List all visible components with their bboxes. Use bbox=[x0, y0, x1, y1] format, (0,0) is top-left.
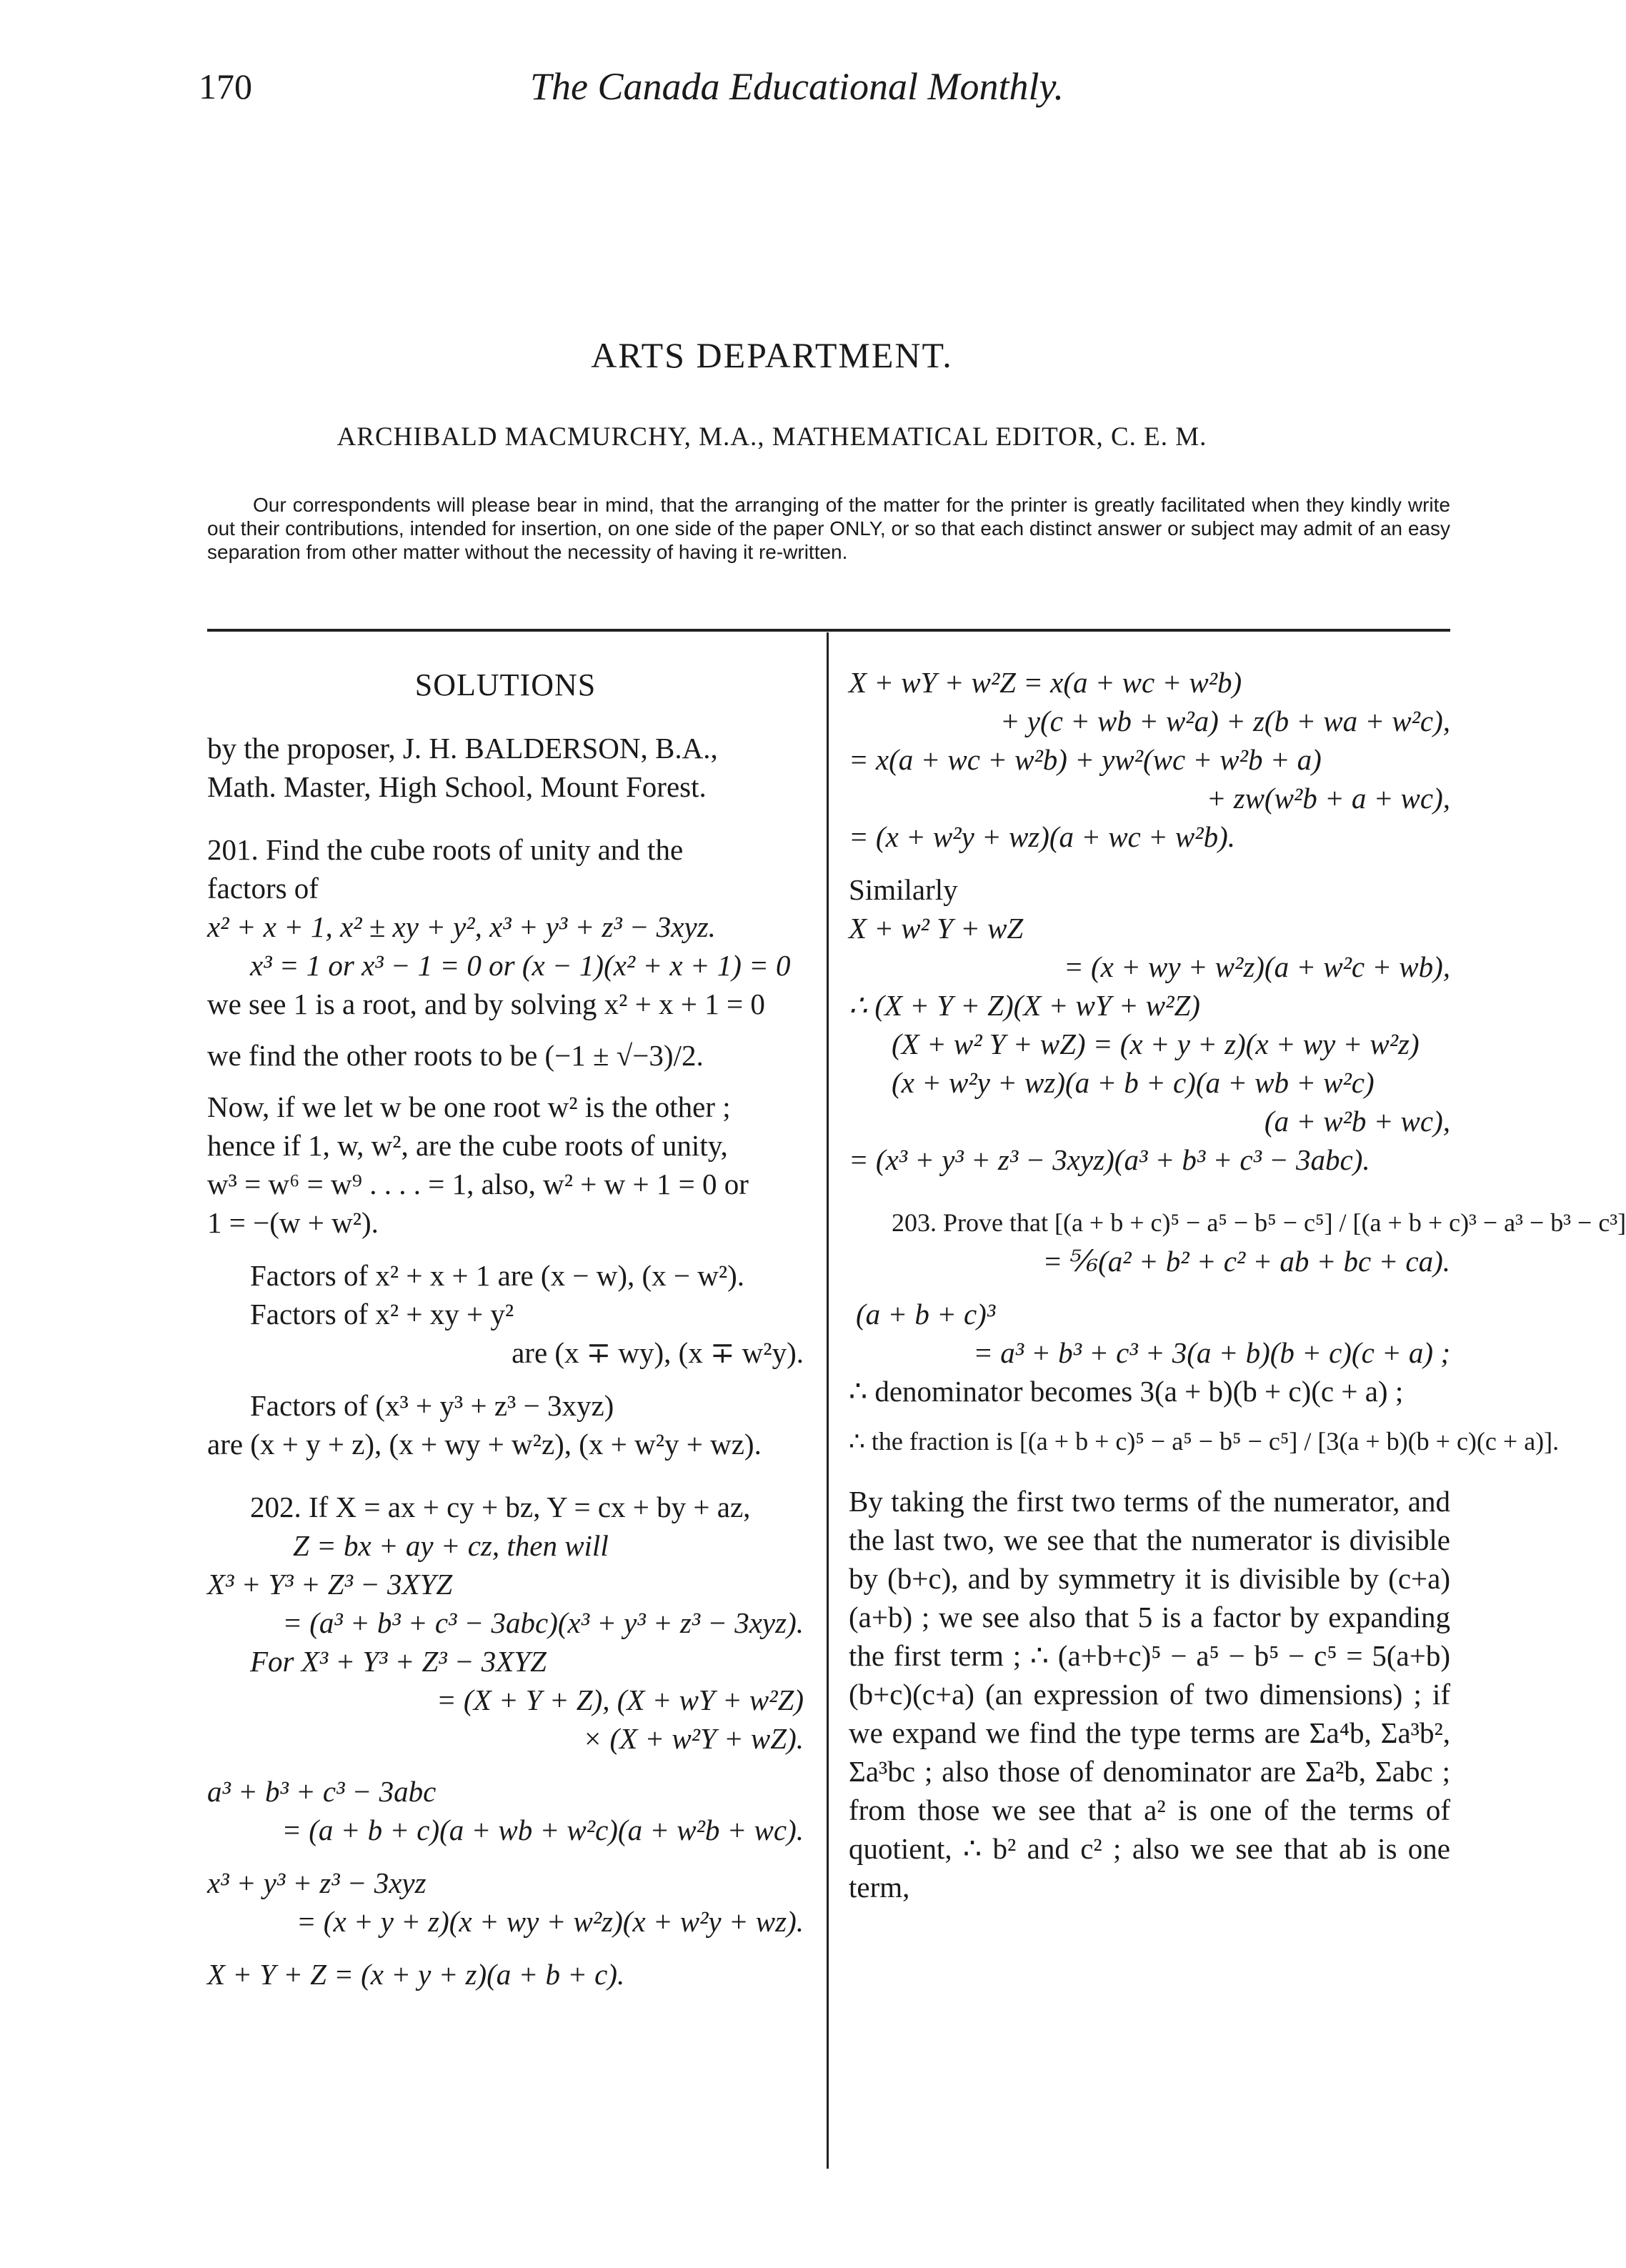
solution-201-line: x³ = 1 or x³ − 1 = 0 or (x − 1)(x² + x + 1) = 0 bbox=[250, 949, 791, 982]
factors-line: Factors of x² + x + 1 are (x − w), (x − w²). bbox=[250, 1259, 745, 1292]
problem-202-line: Z = bx + ay + cz, then will bbox=[293, 1529, 609, 1562]
problem-201-expression: x² + x + 1, x² ± xy + y², x³ + y³ + z³ − 3xyz. bbox=[207, 910, 716, 943]
problem-202-line: = (X + Y + Z), (X + wY + w²Z) bbox=[437, 1683, 804, 1716]
problem-203-line: (a + b + c)³ bbox=[856, 1298, 996, 1331]
derivation-line: X + w² Y + wZ bbox=[849, 912, 1024, 945]
derivation-line: = (x + w²y + wz)(a + wc + w²b). bbox=[849, 820, 1235, 853]
solution-201-line: Now, if we let w be one root w² is the other ; bbox=[207, 1090, 731, 1123]
right-column bbox=[849, 663, 1626, 1906]
derivation-line: ∴ (X + Y + Z)(X + wY + w²Z) bbox=[849, 989, 1200, 1022]
derivation-line: + y(c + wb + w²a) + z(b + wa + w²c), bbox=[999, 705, 1450, 737]
byline-line: by the proposer, J. H. BALDERSON, B.A., bbox=[207, 732, 718, 765]
derivation-line: = (x + wy + w²z)(a + w²c + wb), bbox=[1064, 950, 1450, 983]
problem-202-line: = (a³ + b³ + c³ − 3abc)(x³ + y³ + z³ − 3xyz). bbox=[282, 1606, 804, 1639]
byline-line: Math. Master, High School, Mount Forest. bbox=[207, 770, 707, 803]
factors-line: Factors of (x³ + y³ + z³ − 3xyz) bbox=[250, 1389, 614, 1422]
proof-paragraph: By taking the first two terms of the numerator, and the last two, we see that the numerator is divisible by (b+c), and by symmetry it is divisible by (c+a)(a+b) ; we see also that 5 is a factor by expanding the first term ; ∴ (a+b+c)⁵ − a⁵ − b⁵ − c⁵ = 5(a+b)(b+c)(c+a) (an expression of two dimensions) ; if we expand we find the type terms are Σa⁴b, Σa³b², Σa³bc ; also those of denominator are Σa²b, Σabc ; from those we see that a² is one of the terms of quotient, ∴ b² and c² ; also we see that ab is one term, bbox=[849, 1485, 1450, 1904]
derivation-line: (x + w²y + wz)(a + b + c)(a + wb + w²c) bbox=[892, 1066, 1375, 1099]
problem-202-line: × (X + w²Y + wZ). bbox=[582, 1722, 804, 1755]
factors-line: are (x ∓ wy), (x ∓ w²y). bbox=[512, 1336, 804, 1369]
derivation-line: + zw(w²b + a + wc), bbox=[1206, 782, 1450, 815]
problem-202-line: = (a + b + c)(a + wb + w²c)(a + w²b + wc). bbox=[281, 1814, 804, 1846]
header-rule bbox=[207, 629, 1450, 632]
problem-203-line: ∴ the fraction is [(a + b + c)⁵ − a⁵ − b⁵ − c⁵] / [3(a + b)(b + c)(c + a)]. bbox=[849, 1427, 1560, 1456]
solution-201-line: we find the other roots to be (−1 ± √−3)/2. bbox=[207, 1039, 704, 1072]
derivation-line: X + wY + w²Z = x(a + wc + w²b) bbox=[849, 666, 1242, 699]
problem-201-text: 201. Find the cube roots of unity and the bbox=[207, 833, 684, 866]
derivation-line: (a + w²b + wc), bbox=[1264, 1105, 1450, 1138]
problem-202-line: x³ + y³ + z³ − 3xyz bbox=[207, 1866, 427, 1899]
derivation-line: = x(a + wc + w²b) + yw²(wc + w²b + a) bbox=[849, 743, 1322, 776]
solution-201-line: 1 = −(w + w²). bbox=[207, 1206, 379, 1239]
editor-line: ARCHIBALD MACMURCHY, M.A., MATHEMATICAL EDITOR, C. E. M. bbox=[336, 422, 1207, 452]
solutions-heading: SOLUTIONS bbox=[414, 667, 597, 702]
problem-202-line: X + Y + Z = (x + y + z)(a + b + c). bbox=[207, 1958, 625, 1991]
derivation-line: = (x³ + y³ + z³ − 3xyz)(a³ + b³ + c³ − 3abc). bbox=[849, 1143, 1370, 1176]
department-title: ARTS DEPARTMENT. bbox=[591, 335, 953, 375]
derivation-line: (X + w² Y + wZ) = (x + y + z)(x + wy + w²z) bbox=[892, 1028, 1420, 1060]
problem-202-line: 202. If X = ax + cy + bz, Y = cx + by + az, bbox=[250, 1491, 751, 1523]
problem-202-line: X³ + Y³ + Z³ − 3XYZ bbox=[207, 1568, 453, 1601]
problem-203-line: 203. Prove that [(a + b + c)⁵ − a⁵ − b⁵ − c⁵] / [(a + b + c)³ − a³ − b³ − c³] bbox=[892, 1208, 1626, 1237]
problem-202-line: a³ + b³ + c³ − 3abc bbox=[207, 1775, 437, 1808]
notice-paragraph: Our correspondents will please bear in mind, that the arranging of the matter for the printer is greatly facilitated when they kindly write out their contributions, intended for insertion, on one side of the paper ONLY, or so that each distinct answer or subject may admit of an easy separation from other matter without the necessity of having it re-written. bbox=[207, 494, 1450, 563]
problem-202-line: = (x + y + z)(x + wy + w²z)(x + w²y + wz). bbox=[296, 1905, 804, 1938]
solution-201-line: we see 1 is a root, and by solving x² + x + 1 = 0 bbox=[207, 988, 765, 1020]
solution-201-line: hence if 1, w, w², are the cube roots of unity, bbox=[207, 1129, 728, 1162]
problem-203-line: ∴ denominator becomes 3(a + b)(b + c)(c + a) ; bbox=[849, 1375, 1404, 1408]
running-title: The Canada Educational Monthly. bbox=[530, 65, 1064, 108]
left-column bbox=[207, 657, 804, 1994]
problem-203-line: = a³ + b³ + c³ + 3(a + b)(b + c)(c + a) ; bbox=[973, 1336, 1450, 1369]
factors-line: Factors of x² + xy + y² bbox=[250, 1298, 514, 1331]
column-divider bbox=[827, 632, 829, 2169]
page-number: 170 bbox=[199, 66, 252, 106]
derivation-line: Similarly bbox=[849, 873, 958, 906]
problem-202-line: For X³ + Y³ + Z³ − 3XYZ bbox=[250, 1645, 547, 1678]
factors-line: are (x + y + z), (x + wy + w²z), (x + w²y + wz). bbox=[207, 1428, 762, 1461]
solution-201-line: w³ = w⁶ = w⁹ . . . . = 1, also, w² + w + 1 = 0 or bbox=[207, 1168, 749, 1200]
problem-201-text: factors of bbox=[207, 872, 319, 905]
problem-203-line: = ⅚(a² + b² + c² + ab + bc + ca). bbox=[1042, 1245, 1450, 1278]
